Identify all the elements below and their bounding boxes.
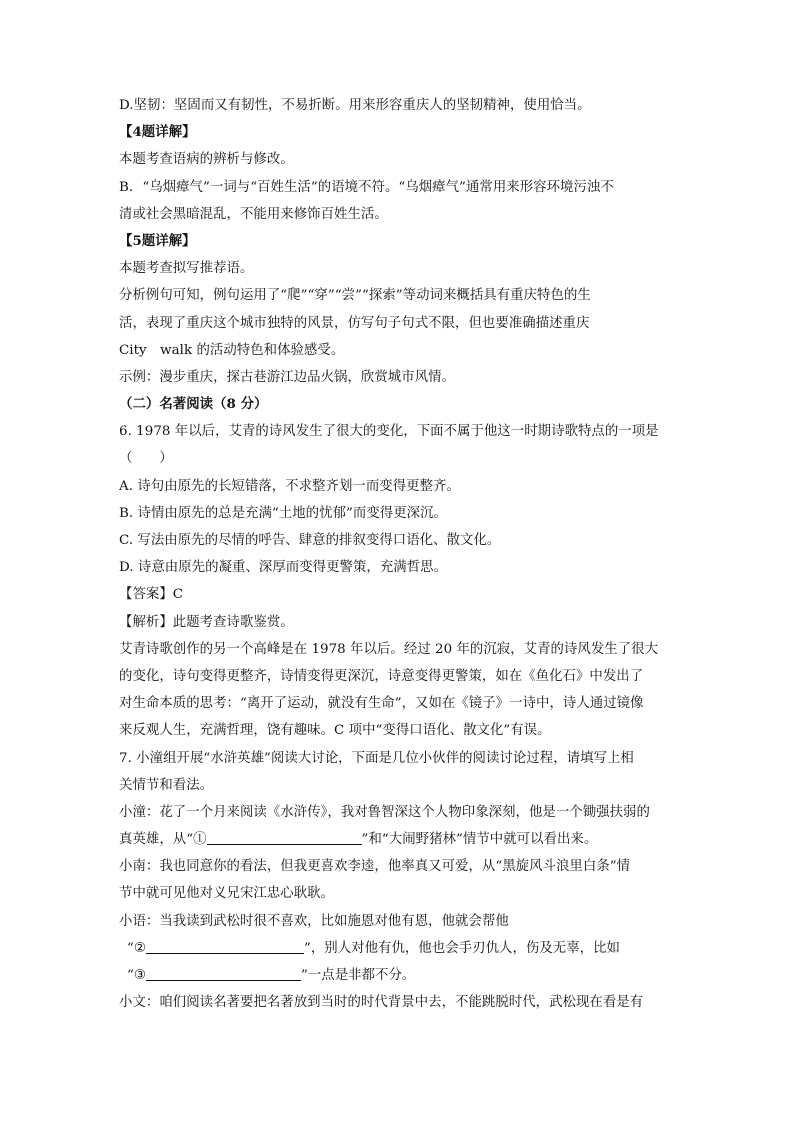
text-line: 小潼：花了一个月来阅读《水浒传》，我对鲁智深这个人物印象深刻，他是一个锄强扶弱的	[119, 804, 650, 820]
text-line: 节中就可见他对义兄宋江忠心耿耿。	[119, 886, 335, 902]
fill-line-prefix: “②	[127, 940, 146, 956]
text-line: 关情节和看法。	[119, 777, 214, 793]
text-line: B．“乌烟瘴气”一词与“百姓生活”的语境不符。“乌烟瘴气”通常用来形容环境污浊不	[119, 179, 614, 195]
fill-line-suffix: ”一点是非都不分。	[300, 968, 416, 983]
text-line: 活，表现了重庆这个城市独特的风景，仿写句子句式不限，但也要准确描述重庆	[119, 315, 590, 331]
fill-line-1	[119, 826, 679, 853]
text-line: D.坚韧：坚固而又有韧性，不易折断。用来形容重庆人的坚韧精神，使用恰当。	[119, 98, 591, 113]
text-line: 清或社会黑暗混乱，不能用来修饰百姓生活。	[119, 206, 388, 222]
fill-line-2	[119, 935, 679, 962]
text-line: 示例：漫步重庆，探古巷游江边品火锅，欣赏城市风情。	[119, 369, 456, 385]
option-d: D. 诗意由原先的凝重、深厚而变得更警策，充满哲思。	[119, 560, 448, 576]
fill-line-suffix: ”和“大闹野猪林”情节中就可以看出来。	[361, 832, 598, 848]
fill-blank-1[interactable]	[207, 829, 362, 845]
fill-line-prefix: 真英雄，从“①	[119, 832, 207, 848]
text-line: 分析例句可知，例句运用了“爬”“穿”“尝”“探索”等动词来概括具有重庆特色的生	[119, 288, 591, 304]
section-heading-reading: （二）名著阅读（8 分）	[119, 396, 268, 413]
question-7: 7. 小潼组开展“水浒英雄”阅读大讨论，下面是几位小伙伴的阅读讨论过程，请填写上相	[119, 750, 634, 766]
text-line: 小语：当我读到武松时很不喜欢，比如施恩对他有恩，他就会帮他	[119, 913, 509, 929]
fill-line-prefix: “③	[127, 968, 146, 983]
question-6: 6. 1978 年以后，艾青的诗风发生了很大的变化，下面不属于他这一时期诗歌特点的一项是	[119, 424, 659, 440]
text-line: 艾青诗歌创作的另一个高峰是在 1978 年以后。经过 20 年的沉寂，艾青的诗风发生了很大	[119, 641, 659, 657]
text-line: 小南：我也同意你的看法，但我更喜欢李逵，他率真又可爱，从“黑旋风斗浪里白条”情	[119, 859, 631, 875]
text-line: 对生命本质的思考：“离开了运动，就没有生命”，又如在《镜子》一诗中，诗人通过镜像	[119, 696, 644, 712]
text-line: 来反观人生，充满哲理，饶有趣味。C 项中“变得口语化、散文化”有误。	[119, 723, 551, 739]
option-a: A. 诗句由原先的长短错落，不求整齐划一而变得更整齐。	[119, 478, 460, 494]
text-line: 的变化，诗句变得更整齐，诗情变得更深沉，诗意变得更警策，如在《鱼化石》中发出了	[119, 668, 644, 684]
option-b: B. 诗情由原先的总是充满“土地的忧郁”而变得更深沉。	[119, 505, 447, 521]
answer-blank-parens: （ ）	[119, 451, 173, 467]
document-body	[119, 92, 679, 1016]
fill-line-suffix: ”，别人对他有仇，他也会手刃仇人，伤及无辜，比如	[303, 940, 620, 956]
text-line: City walk 的活动特色和体验感受。	[119, 342, 345, 358]
analysis-line: 【解析】此题考查诗歌鉴赏。	[119, 614, 294, 630]
fill-blank-3[interactable]	[146, 965, 301, 981]
text-line: 本题考查语病的辨析与修改。	[119, 152, 294, 168]
text-line: 本题考查拟写推荐语。	[119, 261, 254, 277]
section-heading-q4: 【4题详解】	[119, 124, 196, 141]
section-heading-q5: 【5题详解】	[119, 232, 196, 249]
fill-blank-2[interactable]	[146, 938, 304, 954]
option-c: C. 写法由原先的尽情的呼告、肆意的排叙变得口语化、散文化。	[119, 533, 501, 548]
answer-line: 【答案】C	[119, 587, 184, 603]
text-line: 小文：咱们阅读名著要把名著放到当时的时代背景中去，不能跳脱时代，武松现在看是有	[119, 995, 644, 1011]
fill-line-3	[119, 962, 679, 989]
